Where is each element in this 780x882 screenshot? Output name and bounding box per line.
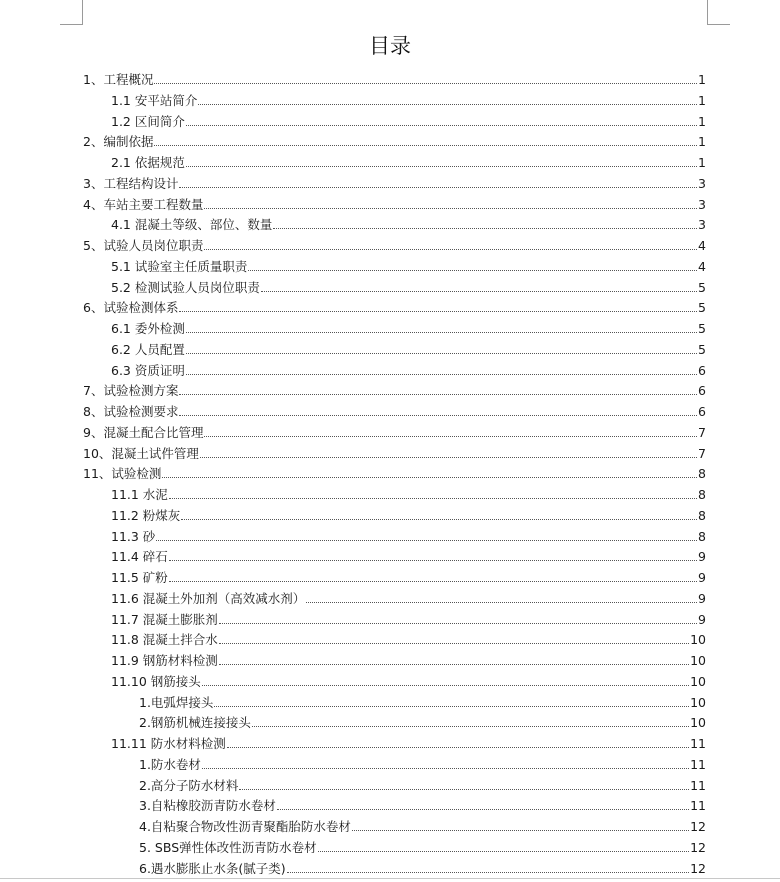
toc-dot-leader xyxy=(181,519,697,520)
toc-page-number: 11 xyxy=(690,798,706,814)
page-corner-mark-left xyxy=(60,0,83,25)
toc-entry-title: 6.1 委外检测 xyxy=(111,321,185,336)
toc-dot-leader xyxy=(169,498,697,499)
toc-entry[interactable] xyxy=(111,731,706,751)
toc-entry-title: 4.1 混凝土等级、部位、数量 xyxy=(111,217,273,233)
toc-dot-leader xyxy=(186,374,697,375)
toc-entry[interactable] xyxy=(83,420,706,440)
toc-dot-leader xyxy=(219,664,689,665)
toc-entry[interactable] xyxy=(83,233,706,253)
toc-page-number: 9 xyxy=(698,590,706,606)
toc-dot-leader xyxy=(219,643,689,644)
toc-dot-leader xyxy=(169,560,697,561)
toc-page-number: 12 xyxy=(690,819,706,834)
toc-page-number: 1 xyxy=(698,113,706,129)
toc-entry[interactable] xyxy=(111,358,706,378)
toc-page-number: 7 xyxy=(698,424,706,440)
toc-dot-leader xyxy=(200,457,697,458)
toc-dot-leader xyxy=(227,747,689,748)
toc-dot-leader xyxy=(287,872,689,873)
toc-page-number: 9 xyxy=(698,549,706,565)
toc-dot-leader xyxy=(179,415,697,416)
toc-entry[interactable] xyxy=(111,648,706,668)
toc-entry[interactable] xyxy=(83,441,706,461)
toc-dot-leader xyxy=(204,436,697,437)
toc-entry[interactable] xyxy=(83,295,706,315)
toc-dot-leader xyxy=(252,726,689,727)
toc-dot-leader xyxy=(214,706,689,707)
toc-entry-title: 11.1 水泥 xyxy=(111,487,168,502)
toc-entry-title: 11.8 混凝土拌合水 xyxy=(111,632,218,648)
toc-entry[interactable] xyxy=(111,275,706,295)
toc-entry-title: 5.1 试验室主任质量职责 xyxy=(111,258,248,274)
toc-entry-title: 11.4 碎石 xyxy=(111,549,168,565)
toc-page-number: 10 xyxy=(690,694,706,710)
toc-entry[interactable] xyxy=(111,607,706,627)
toc-page-number: 9 xyxy=(698,570,706,585)
toc-entry[interactable] xyxy=(139,856,706,876)
page-corner-mark-right xyxy=(707,0,730,25)
toc-entry[interactable] xyxy=(139,793,706,813)
toc-entry[interactable] xyxy=(111,109,706,129)
toc-entry[interactable] xyxy=(139,773,706,793)
toc-page-number: 1 xyxy=(698,134,706,150)
toc-page-number: 10 xyxy=(690,653,706,668)
toc-page-number: 10 xyxy=(690,715,706,731)
toc-page-number: 9 xyxy=(698,611,706,627)
toc-page-number: 1 xyxy=(698,92,706,108)
toc-entry[interactable] xyxy=(139,835,706,855)
toc-entry[interactable] xyxy=(111,544,706,564)
toc-entry-title: 5、试验人员岗位职责 xyxy=(83,238,204,253)
toc-entry[interactable] xyxy=(111,316,706,336)
toc-page-number: 1 xyxy=(698,72,706,87)
toc-dot-leader xyxy=(179,187,697,188)
toc-page-number: 8 xyxy=(698,487,706,502)
toc-page-number: 11 xyxy=(690,756,706,772)
toc-dot-leader xyxy=(179,311,697,312)
toc-entry-title: 11.2 粉煤灰 xyxy=(111,507,181,523)
toc-entry-title: 2.高分子防水材料 xyxy=(139,777,239,793)
toc-dot-leader xyxy=(154,145,697,146)
toc-entry[interactable] xyxy=(139,710,706,730)
toc-entry-title: 2.1 依据规范 xyxy=(111,155,185,170)
toc-page-number: 5 xyxy=(698,321,706,336)
toc-entry-title: 6.2 人员配置 xyxy=(111,341,185,357)
toc-page-number: 5 xyxy=(698,300,706,316)
toc-dot-leader xyxy=(273,228,697,229)
toc-page-number: 3 xyxy=(698,196,706,212)
toc-page-number: 5 xyxy=(698,341,706,357)
toc-page-number: 7 xyxy=(698,445,706,461)
toc-page-number: 4 xyxy=(698,238,706,253)
toc-entry-title: 1、工程概况 xyxy=(83,72,154,87)
toc-entry[interactable] xyxy=(83,399,706,419)
toc-dot-leader xyxy=(154,83,697,84)
toc-entry-title: 1.防水卷材 xyxy=(139,756,201,772)
toc-page-number: 11 xyxy=(690,777,706,793)
toc-dot-leader xyxy=(179,394,697,395)
toc-page-number: 4 xyxy=(698,258,706,274)
toc-entry-title: 11.6 混凝土外加剂（高效减水剂） xyxy=(111,590,306,606)
toc-page-number: 3 xyxy=(698,217,706,233)
toc-entry-title: 7、试验检测方案 xyxy=(83,383,179,399)
toc-entry[interactable] xyxy=(111,337,706,357)
toc-entry-title: 4、车站主要工程数量 xyxy=(83,196,204,212)
toc-entry[interactable] xyxy=(83,461,706,481)
toc-dot-leader xyxy=(186,125,697,126)
toc-dot-leader xyxy=(198,104,697,105)
toc-entry[interactable] xyxy=(139,690,706,710)
toc-page-number: 8 xyxy=(698,507,706,523)
toc-entry[interactable] xyxy=(111,482,706,502)
toc-entry-title: 6、试验检测体系 xyxy=(83,300,179,316)
toc-entry-title: 5.2 检测试验人员岗位职责 xyxy=(111,279,260,295)
toc-dot-leader xyxy=(248,270,697,271)
toc-dot-leader xyxy=(219,623,697,624)
toc-entry-title: 1.电弧焊接头 xyxy=(139,694,214,710)
toc-entry-title: 8、试验检测要求 xyxy=(83,404,179,419)
toc-page-number: 10 xyxy=(690,673,706,689)
page-bottom-divider xyxy=(0,878,780,879)
toc-page-number: 6 xyxy=(698,404,706,419)
toc-page-number: 1 xyxy=(698,155,706,170)
toc-entry[interactable] xyxy=(111,565,706,585)
toc-entry-title: 4.自粘聚合物改性沥青聚酯胎防水卷材 xyxy=(139,819,351,834)
toc-page-number: 12 xyxy=(690,839,706,855)
toc-entry[interactable] xyxy=(83,129,706,149)
toc-entry[interactable] xyxy=(111,586,706,606)
toc-entry[interactable] xyxy=(111,627,706,647)
toc-entry[interactable] xyxy=(111,254,706,274)
toc-entry-title: 1.1 安平站简介 xyxy=(111,92,198,108)
toc-dot-leader xyxy=(202,768,689,769)
toc-page-number: 6 xyxy=(698,362,706,378)
toc-dot-leader xyxy=(202,685,689,686)
toc-entry-title: 11.7 混凝土膨胀剂 xyxy=(111,611,218,627)
toc-entry[interactable] xyxy=(111,669,706,689)
toc-entry-title: 10、混凝土试件管理 xyxy=(83,445,199,461)
toc-dot-leader xyxy=(169,581,697,582)
toc-dot-leader xyxy=(186,332,697,333)
toc-entry-title: 11、试验检测 xyxy=(83,466,162,482)
toc-entry[interactable] xyxy=(111,88,706,108)
toc-page-number: 12 xyxy=(690,860,706,876)
toc-page-number: 8 xyxy=(698,528,706,544)
toc-dot-leader xyxy=(204,208,697,209)
toc-entry-title: 1.2 区间简介 xyxy=(111,113,185,129)
toc-dot-leader xyxy=(186,353,697,354)
toc-entry[interactable] xyxy=(111,503,706,523)
toc-entry-title: 2、编制依据 xyxy=(83,134,154,150)
toc-entry-title: 6.3 资质证明 xyxy=(111,362,185,378)
toc-entry[interactable] xyxy=(139,752,706,772)
toc-page-number: 8 xyxy=(698,466,706,482)
toc-entry[interactable] xyxy=(83,192,706,212)
toc-entry[interactable] xyxy=(111,150,706,170)
toc-dot-leader xyxy=(186,166,697,167)
toc-dot-leader xyxy=(162,477,697,478)
toc-entry[interactable] xyxy=(139,814,706,834)
toc-page-number: 10 xyxy=(690,632,706,648)
toc-entry-title: 9、混凝土配合比管理 xyxy=(83,424,204,440)
toc-entry[interactable] xyxy=(83,378,706,398)
toc-entry-title: 5. SBS弹性体改性沥青防水卷材 xyxy=(139,839,317,855)
page-title: 目录 xyxy=(369,34,411,58)
toc-dot-leader xyxy=(239,789,689,790)
toc-page-number: 3 xyxy=(698,175,706,191)
toc-entry-title: 11.3 砂 xyxy=(111,528,156,544)
toc-entry[interactable] xyxy=(111,524,706,544)
toc-dot-leader xyxy=(352,830,689,831)
toc-dot-leader xyxy=(261,291,697,292)
toc-entry-title: 3.自粘橡胶沥青防水卷材 xyxy=(139,798,276,814)
toc-entry-title: 11.5 矿粉 xyxy=(111,570,168,585)
toc-entry-title: 2.钢筋机械连接接头 xyxy=(139,715,251,731)
toc-page-number: 11 xyxy=(690,736,706,751)
toc-entry[interactable] xyxy=(83,171,706,191)
toc-dot-leader xyxy=(318,851,689,852)
toc-dot-leader xyxy=(277,809,689,810)
toc-page-number: 6 xyxy=(698,383,706,399)
toc-page-number: 5 xyxy=(698,279,706,295)
toc-entry-title: 6.遇水膨胀止水条(腻子类) xyxy=(139,860,286,876)
toc-entry-title: 11.9 钢筋材料检测 xyxy=(111,653,218,668)
toc-entry-title: 3、工程结构设计 xyxy=(83,175,179,191)
toc-entry-title: 11.11 防水材料检测 xyxy=(111,736,226,751)
toc-dot-leader xyxy=(156,540,697,541)
toc-dot-leader xyxy=(204,249,697,250)
toc-entry[interactable] xyxy=(83,67,706,87)
toc-dot-leader xyxy=(306,602,697,603)
toc-entry[interactable] xyxy=(111,212,706,232)
toc-entry-title: 11.10 钢筋接头 xyxy=(111,673,201,689)
